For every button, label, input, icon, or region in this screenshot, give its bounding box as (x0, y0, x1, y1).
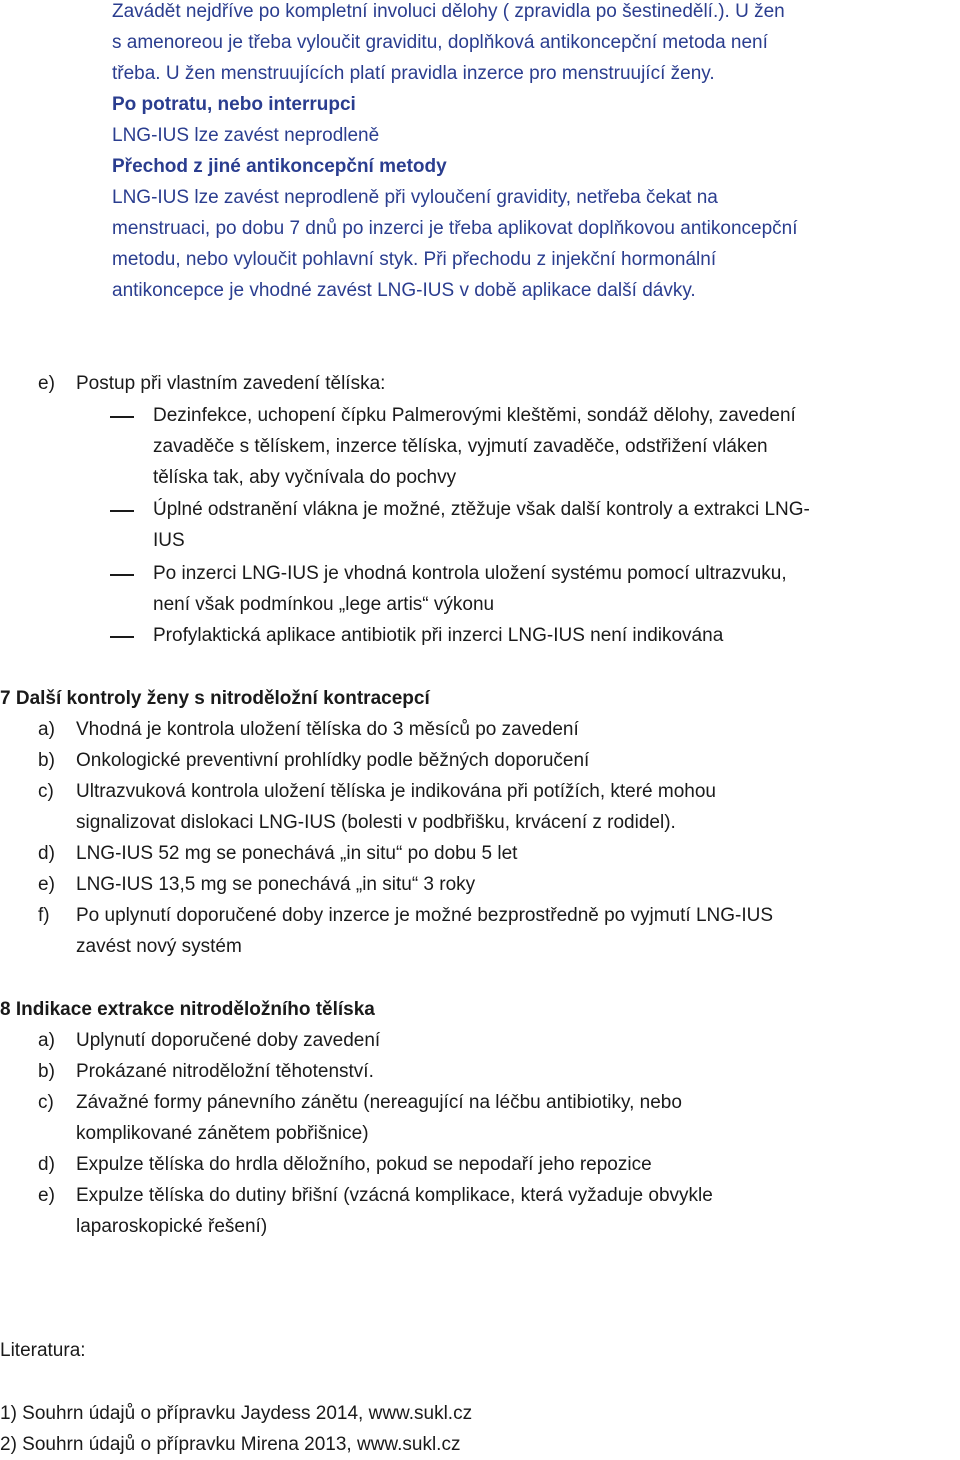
postup-item-1-line-1: Dezinfekce, uchopení čípku Palmerovými kleštěmi, sondáž dělohy, zavedení (153, 405, 796, 426)
postup-title: Postup při vlastním zavedení tělíska: (76, 373, 386, 394)
intro-line-1: Zavádět nejdříve po kompletní involuci dělohy ( zpravidla po šestinedělí.). U žen (112, 1, 785, 22)
postup-item-2-line-1: Úplné odstranění vlákna je možné, ztěžuje však další kontroly a extrakci LNG- (153, 499, 810, 520)
sec7-a-label: a) (38, 719, 55, 740)
postup-item-2-line-2: IUS (153, 530, 185, 551)
prechod-line-3: metodu, nebo vyloučit pohlavní styk. Při přechodu z injekční hormonální (112, 249, 717, 270)
intro-line-3: třeba. U žen menstruujících platí pravidla inzerce pro menstruující ženy. (112, 63, 715, 84)
sec7-d-label: d) (38, 843, 55, 864)
sec7-e-text: LNG-IUS 13,5 mg se ponechává „in situ“ 3 roky (76, 874, 476, 895)
postup-item-3-line-1: Po inzerci LNG-IUS je vhodná kontrola uložení systému pomocí ultrazvuku, (153, 563, 787, 584)
sec7-f-label: f) (38, 905, 50, 926)
prechod-line-2: menstruaci, po dobu 7 dnů po inzerci je třeba aplikovat doplňkovou antikoncepční (112, 218, 798, 239)
postup-label: e) (38, 373, 55, 394)
intro-line-2: s amenoreou je třeba vyloučit graviditu, doplňková antikoncepční metoda není (112, 32, 768, 53)
postup-item-4-line-1: Profylaktická aplikace antibiotik při inzerci LNG-IUS není indikována (153, 625, 724, 646)
sec8-e-text-1: Expulze tělíska do dutiny břišní (vzácná komplikace, která vyžaduje obvykle (76, 1185, 713, 1206)
bullet-dash (110, 636, 134, 638)
po-potratu-text: LNG-IUS lze zavést neprodleně (112, 125, 380, 146)
sec7-c-text-1: Ultrazvuková kontrola uložení tělíska je indikována při potížích, které mohou (76, 781, 716, 802)
sec8-c-label: c) (38, 1092, 54, 1113)
sec8-b-label: b) (38, 1061, 55, 1082)
postup-item-1-line-3: tělíska tak, aby vyčnívala do pochvy (153, 467, 457, 488)
sec8-d-label: d) (38, 1154, 55, 1175)
heading-prechod: Přechod z jiné antikoncepční metody (112, 156, 447, 177)
sec8-c-text-2: komplikované zánětem pobřišnice) (76, 1123, 369, 1144)
sec7-b-label: b) (38, 750, 55, 771)
postup-item-3-line-2: není však podmínkou „lege artis“ výkonu (153, 594, 495, 615)
reference-2: 2) Souhrn údajů o přípravku Mirena 2013, www.sukl.cz (0, 1434, 461, 1455)
bullet-dash (110, 416, 134, 418)
section-7-heading: 7 Další kontroly ženy s nitroděložní kontracepcí (0, 688, 430, 709)
literatura-title: Literatura: (0, 1340, 86, 1361)
section-8-heading: 8 Indikace extrakce nitroděložního tělíska (0, 999, 375, 1020)
prechod-line-4: antikoncepce je vhodné zavést LNG-IUS v době aplikace další dávky. (112, 280, 696, 301)
sec7-a-text: Vhodná je kontrola uložení tělíska do 3 měsíců po zavedení (76, 719, 579, 740)
sec7-f-text-2: zavést nový systém (76, 936, 242, 957)
sec8-d-text: Expulze tělíska do hrdla děložního, pokud se nepodaří jeho repozice (76, 1154, 652, 1175)
sec8-b-text: Prokázané nitroděložní těhotenství. (76, 1061, 374, 1082)
sec7-c-text-2: signalizovat dislokaci LNG-IUS (bolesti v podbřišku, krvácení z rodidel). (76, 812, 676, 833)
sec7-d-text: LNG-IUS 52 mg se ponechává „in situ“ po dobu 5 let (76, 843, 518, 864)
sec8-c-text-1: Závažné formy pánevního zánětu (nereagující na léčbu antibiotiky, nebo (76, 1092, 682, 1113)
sec7-b-text: Onkologické preventivní prohlídky podle běžných doporučení (76, 750, 590, 771)
sec8-e-label: e) (38, 1185, 55, 1206)
sec8-a-label: a) (38, 1030, 55, 1051)
bullet-dash (110, 574, 134, 576)
postup-item-1-line-2: zavaděče s tělískem, inzerce tělíska, vyjmutí zavaděče, odstřižení vláken (153, 436, 768, 457)
reference-1: 1) Souhrn údajů o přípravku Jaydess 2014, www.sukl.cz (0, 1403, 473, 1424)
sec8-e-text-2: laparoskopické řešení) (76, 1216, 268, 1237)
heading-po-potratu: Po potratu, nebo interrupci (112, 94, 356, 115)
sec7-e-label: e) (38, 874, 55, 895)
sec7-c-label: c) (38, 781, 54, 802)
sec7-f-text-1: Po uplynutí doporučené doby inzerce je možné bezprostředně po vyjmutí LNG-IUS (76, 905, 774, 926)
bullet-dash (110, 510, 134, 512)
prechod-line-1: LNG-IUS lze zavést neprodleně při vyloučení gravidity, netřeba čekat na (112, 187, 718, 208)
sec8-a-text: Uplynutí doporučené doby zavedení (76, 1030, 381, 1051)
